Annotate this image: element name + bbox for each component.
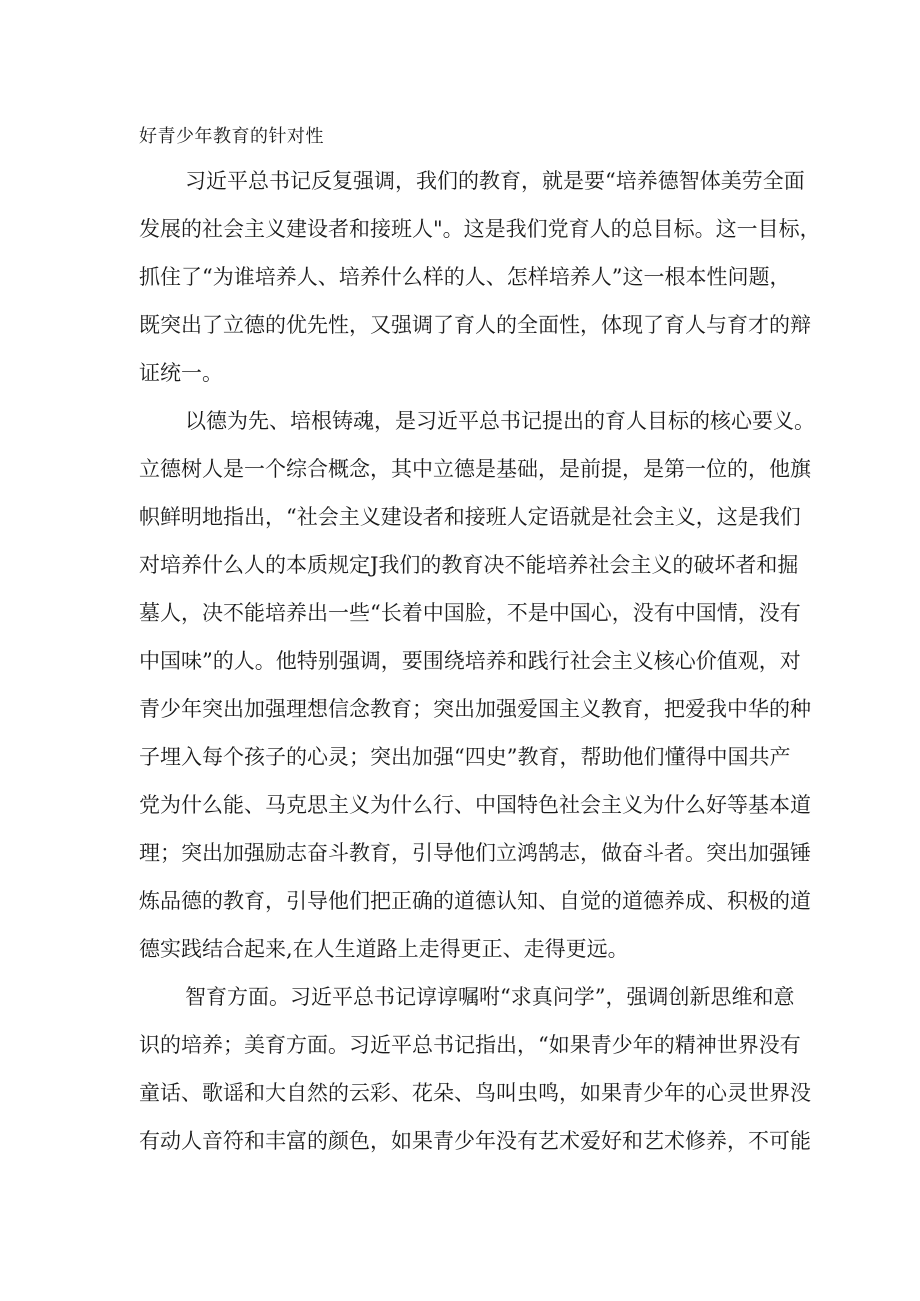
text-line: 德实践结合起来,在人生道路上走得更正、走得更远。 [139, 937, 629, 961]
text-line: 识的培养；美育方面。习近平总书记指出，“如果青少年的精神世界没有 [139, 1033, 801, 1057]
text-line: 炼品德的教育，引导他们把正确的道德认知、自觉的道德养成、积极的道 [139, 889, 811, 913]
text-line: 青少年突出加强理想信念教育；突出加强爱国主义教育，把爱我中华的种 [139, 697, 811, 721]
section-heading: 好青少年教育的针对性 [139, 126, 324, 147]
text-line: 墓人，决不能培养出一些“长着中国脸，不是中国心，没有中国情，没有 [139, 601, 801, 625]
text-line: 抓住了“为谁培养人、培养什么样的人、怎样培养人”这一根本性问题， [139, 265, 791, 289]
text-line: 以德为先、培根铸魂，是习近平总书记提出的育人目标的核心要义。 [185, 409, 815, 433]
text-line: 既突出了立德的优先性，又强调了育人的全面性，体现了育人与育才的辩 [139, 313, 811, 337]
text-line: 发展的社会主义建设者和接班人"。这是我们党育人的总目标。这一目标， [139, 217, 821, 241]
text-line: 智育方面。习近平总书记谆谆嘱咐“求真问学”，强调创新思维和意 [185, 985, 795, 1009]
text-line: 习近平总书记反复强调，我们的教育，就是要“培养德智体美劳全面 [185, 169, 805, 193]
text-line: 立德树人是一个综合概念，其中立德是基础，是前提，是第一位的，他旗 [139, 457, 811, 481]
text-line: 子埋入每个孩子的心灵；突出加强“四史”教育，帮助他们懂得中国共产 [139, 745, 791, 769]
text-line: 证统一。 [139, 361, 223, 385]
text-line: 理；突出加强励志奋斗教育，引导他们立鸿鹄志，做奋斗者。突出加强锤 [139, 841, 811, 865]
text-line: 对培养什么人的本质规定J我们的教育决不能培养社会主义的破坏者和掘 [139, 553, 799, 577]
text-line: 帜鲜明地指出，“社会主义建设者和接班人定语就是社会主义，这是我们 [139, 505, 801, 529]
text-line: 中国味”的人。他特别强调，要围绕培养和践行社会主义核心价值观，对 [139, 649, 801, 673]
text-line: 童话、歌谣和大自然的云彩、花朵、鸟叫虫鸣，如果青少年的心灵世界没 [139, 1081, 811, 1105]
text-line: 党为什么能、马克思主义为什么行、中国特色社会主义为什么好等基本道 [139, 793, 811, 817]
text-line: 有动人音符和丰富的颜色，如果青少年没有艺术爱好和艺术修养，不可能 [139, 1129, 811, 1153]
